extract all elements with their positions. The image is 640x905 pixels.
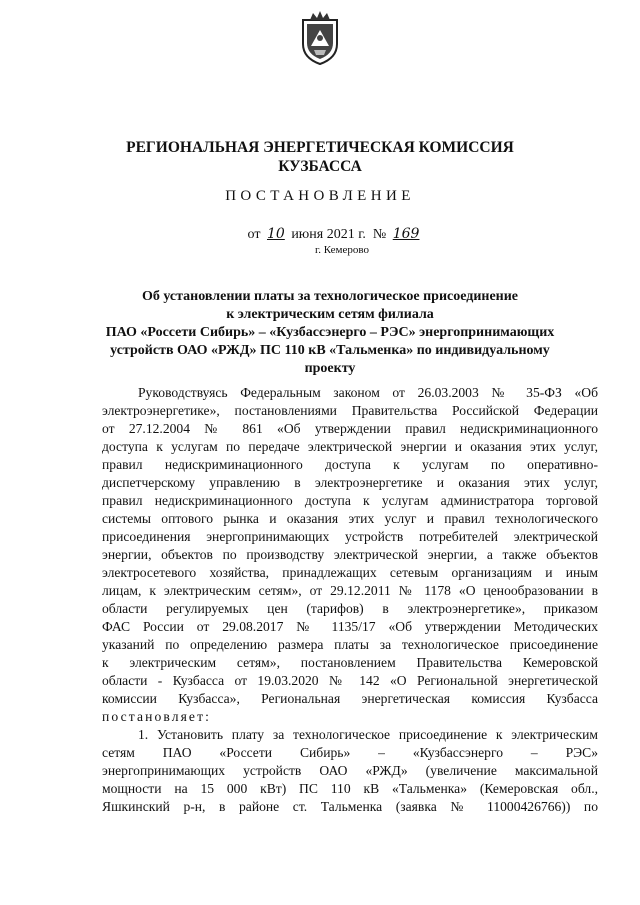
preamble-line: ФАС России от 29.08.2017 № 1135/17 «Об утверждении Методических bbox=[102, 619, 598, 634]
item-line: Яшкинский р-н, в районе ст. Тальменка (заявка № 11000426766)) по bbox=[102, 799, 598, 814]
item-line: мощности на 15 000 кВт) ПС 110 кВ «Тальменка» (Кемеровская обл., bbox=[102, 781, 598, 796]
date-line bbox=[0, 226, 640, 243]
document-type: ПОСТАНОВЛЕНИЕ bbox=[225, 188, 415, 204]
title-line: устройств ОАО «РЖД» ПС 110 кВ «Тальменка» по индивидуальному bbox=[110, 343, 550, 358]
preamble-line: Руководствуясь Федеральным законом от 26.03.2003 № 35-ФЗ «Об bbox=[138, 385, 598, 400]
handwritten-day: 10 bbox=[266, 226, 285, 242]
item-line: энергопринимающих устройств ОАО «РЖД» (увеличение максимальной bbox=[102, 763, 598, 778]
preamble-line: диспетчерскому управлению в электроэнергетике и оказания этих услуг, bbox=[102, 475, 598, 490]
title-line: к электрическим сетям филиала bbox=[226, 307, 434, 322]
preamble-line: системы оптового рынка и оказания этих услуг и правил технологического bbox=[102, 511, 598, 526]
item-line: 1. Установить плату за технологическое присоединение к электрическим bbox=[138, 727, 598, 742]
document-body bbox=[102, 384, 598, 816]
date-prefix: от bbox=[247, 227, 261, 242]
title-line: проекту bbox=[304, 361, 356, 376]
document-title bbox=[100, 288, 560, 378]
organization-line: РЕГИОНАЛЬНАЯ ЭНЕРГЕТИЧЕСКАЯ КОМИССИЯ bbox=[126, 139, 514, 156]
handwritten-number: 169 bbox=[392, 226, 420, 242]
preamble-line: комиссии Кузбасса», Региональная энергетическая комиссия Кузбасса bbox=[102, 691, 598, 706]
preamble-line: лицам, к электрическим сетям», от 29.12.2011 № 1178 «О ценообразовании в bbox=[102, 583, 598, 598]
preamble-line: доступа к услугам по передаче электрической энергии и оказания этих услуг, bbox=[102, 439, 598, 454]
preamble-line: энергии, объектов по производству электрической энергии, а также объектов bbox=[102, 547, 598, 562]
resolves-word: постановляет: bbox=[102, 709, 211, 724]
preamble-line: указаний по определению размера платы за технологическое присоединение bbox=[102, 637, 598, 652]
preamble-line: правил недискриминационного доступа к услугам по оперативно- bbox=[102, 457, 598, 472]
preamble-line: от 27.12.2004 № 861 «Об утверждении правил недискриминационного bbox=[102, 421, 598, 436]
preamble-line: присоединения энергопринимающих устройств потребителей электрической bbox=[102, 529, 598, 544]
preamble-line: электросетевого хозяйства, принадлежащих сетевым организациям и иным bbox=[102, 565, 598, 580]
title-line: ПАО «Россети Сибирь» – «Кузбассэнерго – РЭС» энергопринимающих bbox=[105, 325, 555, 340]
preamble-line: к электрическим сетям», постановлением Правительства Кемеровской bbox=[102, 655, 598, 670]
preamble-line: электроэнергетике», постановлениями Правительства Российской Федерации bbox=[102, 403, 598, 418]
title-line: Об установлении платы за технологическое присоединение bbox=[141, 289, 519, 304]
organization-line: КУЗБАССА bbox=[278, 158, 362, 175]
month-year: июня 2021 г. bbox=[291, 227, 366, 242]
city: г. Кемерово bbox=[314, 244, 370, 256]
number-sign: № bbox=[372, 227, 387, 242]
preamble-line: правил недискриминационного доступа к услугам администратора торговой bbox=[102, 493, 598, 508]
coat-of-arms-icon bbox=[297, 10, 343, 66]
preamble-line: области - Кузбасса от 19.03.2020 № 142 «О Региональной энергетической bbox=[102, 673, 598, 688]
organization-name bbox=[0, 138, 640, 176]
item-line: сетям ПАО «Россети Сибирь» – «Кузбассэнерго – РЭС» bbox=[102, 745, 598, 760]
preamble-line: области регулируемых цен (тарифов) в электроэнергетике», приказом bbox=[102, 601, 598, 616]
